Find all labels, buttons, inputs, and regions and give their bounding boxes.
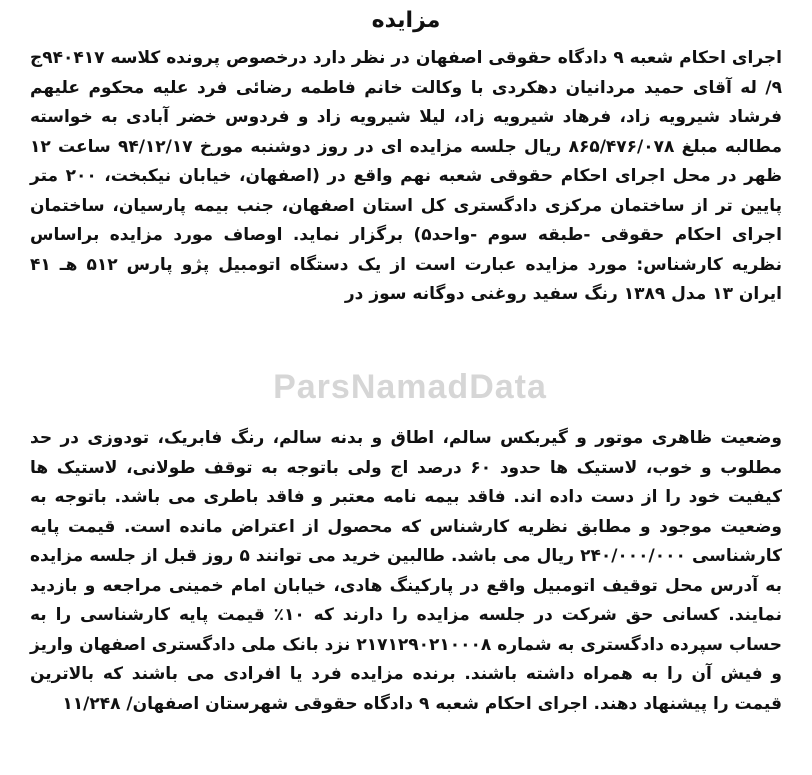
notice-title: مزایده: [371, 8, 441, 33]
notice-paragraph-1: اجرای احکام شعبه ۹ دادگاه حقوقی اصفهان در نظر دارد درخصوص پرونده کلاسه ۹۴۰۴۱۷ج ۹/ له آقای حمید مردانیان دهکردی با وکالت خانم فاطمه رضائی فرد علیه محکوم علیهم فرشاد شیرویه زاد، فرهاد شیرویه زاد، لیلا شیرویه زاد و فردوس خضر آبادی به خواسته مطالبه مبلغ ۸۶۵/۴۷۶/۰۷۸ ریال جلسه مزایده ای در روز دوشنبه مورخ ۹۴/۱۲/۱۷ ساعت ۱۲ ظهر در محل اجرای احکام حقوقی شعبه نهم واقع در (اصفهان، خیابان نیکبخت، ۲۰۰ متر پایین تر از ساختمان مرکزی دادگستری کل استان اصفهان، جنب بیمه پارسیان، ساختمان اجرای احکام حقوقی -طبقه سوم -واحد۵) برگزار نماید. اوصاف مورد مزایده براساس نظریه کارشناس: مورد مزایده عبارت است از یک دستگاه اتومبیل پژو پارس ۵۱۲ هـ ۴۱ ایران ۱۳ مدل ۱۳۸۹ رنگ سفید روغنی دوگانه سوز در: [30, 48, 783, 304]
notice-paragraph-2: وضعیت ظاهری موتور و گیربکس سالم، اطاق و بدنه سالم، رنگ فابریک، تودوزی در حد مطلوب و خوب، لاستیک ها حدود ۶۰ درصد اج ولی باتوجه به توقف طولانی، لاستیک ها کیفیت خود را از دست داده اند. فاقد بیمه نامه معتبر و فاقد باطری می باشد. باتوجه به وضعیت موجود و مطابق نظریه کارشناس که محصول از اعتراض مانده است. قیمت پایه کارشناسی ۲۴۰/۰۰۰/۰۰۰ ریال می باشد. طالبین خرید می توانند ۵ روز قبل از جلسه مزایده به آدرس محل توقیف اتومبیل واقع در پارکینگ هادی، خیابان امام خمینی مراجعه و بازدید نمایند. کسانی حق شرکت در جلسه مزایده را دارند که ۱۰٪ قیمت پایه کارشناسی را به حساب سپرده دادگستری به شماره ۲۱۷۱۲۹۰۲۱۰۰۰۸ نزد بانک ملی دادگستری اصفهان واریز و فیش آن را به همراه داشته باشند. برنده مزایده فرد یا افرادی می باشند که بالاترین قیمت را پیشنهاد دهند. اجرای احکام شعبه ۹ دادگاه حقوقی شهرستان اصفهان/ ۱۱/۲۴۸: [30, 428, 783, 714]
watermark-logo: ParsNamadData: [273, 368, 547, 406]
